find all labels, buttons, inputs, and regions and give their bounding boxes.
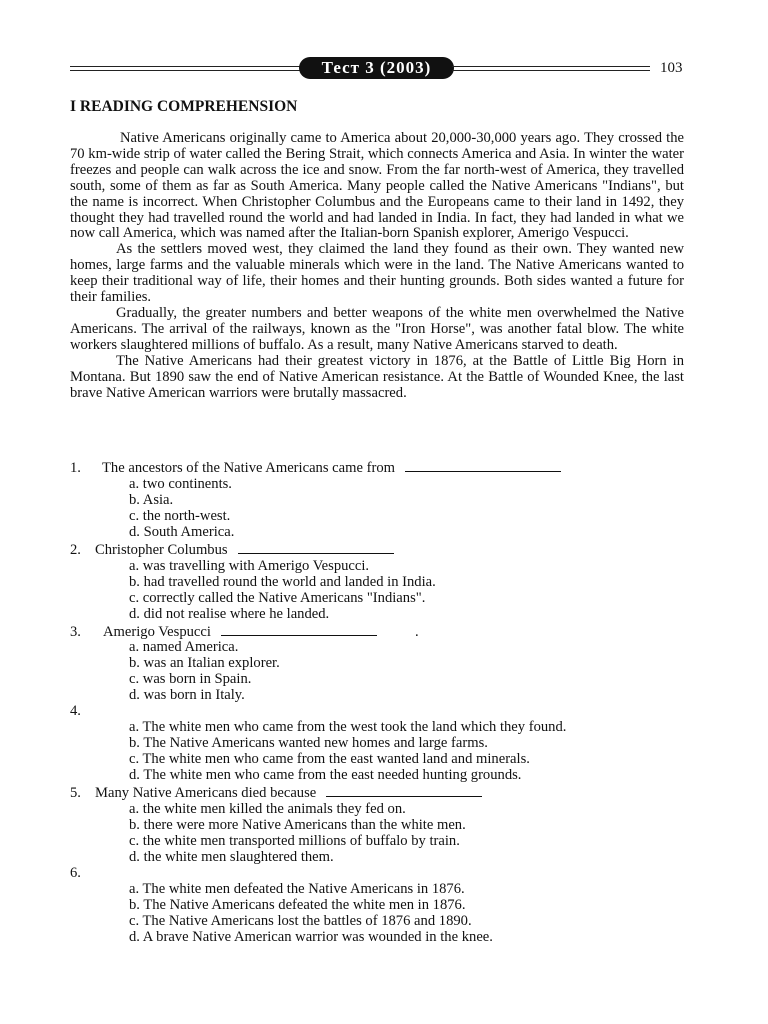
option-a[interactable]: a. named America.: [129, 639, 239, 656]
page-number: 103: [660, 60, 683, 76]
option-c[interactable]: c. the north-west.: [129, 507, 231, 524]
answer-blank[interactable]: [221, 623, 377, 636]
question-number: 3.: [70, 623, 81, 640]
option-b[interactable]: b. had travelled round the world and landed in India.: [129, 573, 436, 590]
option-c[interactable]: c. was born in Spain.: [129, 671, 252, 688]
option-a[interactable]: a. The white men who came from the west took the land which they found.: [129, 719, 567, 736]
option-d[interactable]: d. the white men slaughtered them.: [129, 848, 334, 865]
question-stem: Many Native Americans died because: [95, 785, 317, 802]
option-a[interactable]: a. was travelling with Amerigo Vespucci.: [129, 557, 370, 574]
option-b[interactable]: b. Asia.: [129, 491, 174, 508]
question-2: [70, 541, 684, 623]
trailing-period: .: [414, 623, 419, 640]
answer-blank[interactable]: [238, 541, 394, 554]
question-list: [70, 459, 684, 946]
question-stem: Christopher Columbus: [95, 541, 228, 558]
question-5: [70, 784, 684, 866]
reading-passage: [70, 131, 684, 401]
option-b[interactable]: b. was an Italian explorer.: [129, 655, 280, 672]
option-d[interactable]: d. did not realise where he landed.: [129, 605, 330, 622]
option-d[interactable]: d. was born in Italy.: [129, 687, 245, 704]
question-number: 6.: [70, 864, 81, 881]
option-d[interactable]: d. A brave Native American warrior was wounded in the knee.: [129, 928, 493, 945]
option-a[interactable]: a. two continents.: [129, 475, 232, 492]
answer-blank[interactable]: [405, 459, 561, 472]
question-number: 1.: [70, 460, 81, 476]
option-a[interactable]: a. The white men defeated the Native Americans in 1876.: [129, 880, 465, 897]
question-3: [70, 623, 684, 705]
test-title-badge: Тест 3 (2003): [299, 57, 454, 79]
option-a[interactable]: a. the white men killed the animals they fed on.: [129, 801, 406, 818]
question-number: 5.: [70, 785, 81, 802]
option-b[interactable]: b. The Native Americans wanted new homes and large farms.: [129, 735, 488, 752]
section-title: I READING COMPREHENSION: [70, 98, 298, 115]
question-stem: Amerigo Vespucci: [103, 623, 211, 640]
answer-blank[interactable]: [326, 784, 482, 797]
option-c[interactable]: c. correctly called the Native Americans "Indians".: [129, 589, 426, 606]
question-stem: The ancestors of the Native Americans came from: [102, 460, 395, 476]
paragraph: Native Americans originally came to America about 20,000-30,000 years ago. They crossed the 70 km-wide strip of water called the Bering Strait, which connects America and Asia. In winter the water freezes and people can walk across the ice and snow. From the far north-west of America, they travelled south, some of them as far as South America. Many people called the Native Americans "Indians", but the name is incorrect. When Christopher Columbus and the Europeans came to their land in 1492, they thought they had travelled round the world and had landed in India. In fact, they had landed in what we now call America, which was named after the Italian-born Spanish explorer, Amerigo Vespucci.: [70, 130, 684, 242]
option-c[interactable]: c. the white men transported millions of buffalo by train.: [129, 832, 460, 849]
question-number: 2.: [70, 541, 81, 558]
paragraph: The Native Americans had their greatest victory in 1876, at the Battle of Little Big Horn in Montana. But 1890 saw the end of Native American resistance. At the Battle of Wounded Knee, the last brave Native American warriors were brutally massacred.: [70, 352, 684, 401]
question-4: [70, 704, 684, 784]
option-c[interactable]: c. The Native Americans lost the battles of 1876 and 1890.: [129, 912, 472, 929]
paragraph: As the settlers moved west, they claimed the land they found as their own. They wanted new homes, large farms and the valuable minerals which were in the land. The Native Americans wanted to keep their traditional way of life, their homes and their hunting grounds. Both sides wanted a future for their families.: [70, 241, 684, 306]
question-1: [70, 459, 684, 541]
header-rule-right: [452, 66, 650, 71]
header-rule-left: [70, 66, 302, 71]
option-d[interactable]: d. The white men who came from the east needed hunting grounds.: [129, 767, 522, 784]
option-b[interactable]: b. The Native Americans defeated the white men in 1876.: [129, 896, 466, 913]
paragraph: Gradually, the greater numbers and better weapons of the white men overwhelmed the Native Americans. The arrival of the railways, known as the "Iron Horse", was another fatal blow. The white workers slaughtered millions of buffalo. As a result, many Native Americans starved to death.: [70, 304, 684, 353]
option-d[interactable]: d. South America.: [129, 523, 235, 540]
option-b[interactable]: b. there were more Native Americans than the white men.: [129, 816, 466, 833]
question-6: [70, 866, 684, 946]
option-c[interactable]: c. The white men who came from the east wanted land and minerals.: [129, 751, 530, 768]
question-number: 4.: [70, 703, 81, 720]
